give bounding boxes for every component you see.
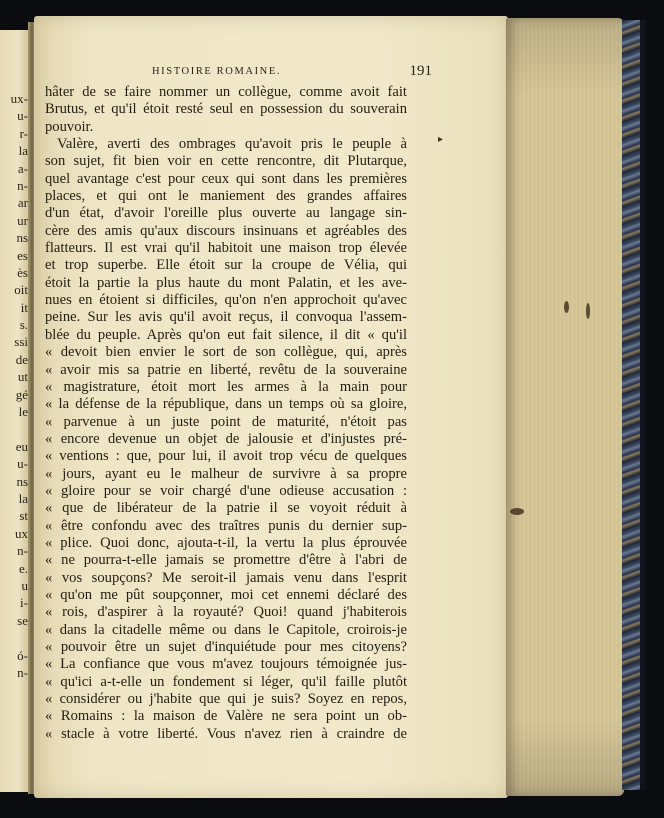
text-line: « magistrature, étoit mort les armes à la main pour (45, 378, 407, 395)
text-line: « être confondu avec des traîtres punis du dernier sup- (45, 517, 407, 534)
facing-page-text-fragments (2, 90, 28, 681)
facing-page-fragment: it (20, 299, 28, 315)
facing-page-fragment: st (19, 508, 28, 524)
facing-page-fragment: n- (17, 543, 28, 559)
text-line: nues en étoient si difficiles, qu'on n'en approchoit qu'avec (45, 292, 407, 309)
facing-page-fragment: u- (17, 456, 28, 472)
facing-page-fragment: s. (19, 317, 28, 333)
text-line: peine. Sur les avis qu'il avoit reçus, il convoqua l'assem- (45, 309, 407, 326)
text-line: « qu'ici a-t-elle un fondement si léger, qu'il faille plutôt (45, 673, 407, 690)
text-line: « gloire pour se voir chargé d'une odieuse accusation : (45, 482, 407, 499)
facing-page-fragment: n- (17, 664, 28, 680)
text-line: son sujet, fit bien voir en cette rencontre, dit Plutarque, (45, 153, 407, 170)
facing-page-fragment: r- (19, 125, 28, 141)
facing-page-fragment: ns (16, 230, 28, 246)
page-number: 191 (409, 63, 432, 79)
text-line: « qu'on me pût soupçonner, moi cet ennemi déclaré des (45, 586, 407, 603)
facing-page-fragment: i- (20, 595, 28, 611)
text-line: d'un état, d'avoir l'oreille plus ouverte au langage sin- (45, 205, 407, 222)
facing-page-fragment: ux (15, 525, 28, 541)
text-line: « Romains : la maison de Valère ne sera point un ob- (45, 708, 407, 725)
facing-page-fragment: oit (14, 282, 28, 298)
facing-page-fragment: ssi (14, 334, 28, 350)
facing-page-fragment: la (18, 143, 28, 159)
facing-page-fragment (2, 629, 28, 646)
text-line: quel avantage c'est pour ceux qui sont dans les premières (45, 170, 407, 187)
page-body-text (45, 84, 407, 743)
facing-page-fragment: ut (17, 369, 28, 385)
text-line: « considérer ou j'habite que qui je suis? Soyez en repos, (45, 691, 407, 708)
text-line: « La confiance que vous m'avez toujours témoignée jus- (45, 656, 407, 673)
facing-page-fragment: e. (18, 560, 28, 576)
text-line: Brutus, et qu'il étoit resté seul en possession du souverain (45, 101, 407, 118)
text-line: « parvenue à un juste point de maturité, n'étoit pas (45, 413, 407, 430)
text-line: blée du peuple. Après qu'on eut fait silence, il dit « qu'il (45, 326, 407, 343)
text-line: Valère, averti des ombrages qu'avoit pris le peuple à (57, 136, 407, 153)
facing-page-fragment: a- (17, 160, 28, 176)
facing-page-fragment: ès (17, 264, 28, 280)
text-line: « que de libérateur de la patrie il se voyoit réduit à (45, 500, 407, 517)
page-edges-shading (506, 18, 624, 796)
facing-page-fragment: u (21, 577, 28, 593)
text-line: pouvoir. (45, 118, 94, 135)
facing-page-fragment: se (17, 612, 28, 628)
facing-page-fragment: u- (17, 108, 28, 124)
text-line: « ne pourra-t-elle jamais se promettre d'être à l'abri de (45, 552, 407, 569)
facing-page-fragment: la (18, 490, 28, 506)
facing-page-fragment: ux- (10, 91, 28, 106)
facing-page-fragment: es (17, 247, 28, 263)
text-line: « dans la citadelle même ou dans le Capitole, croirois-je (45, 621, 407, 638)
facing-page-fragment (2, 420, 28, 437)
facing-page-fragment: ó- (17, 647, 28, 663)
text-line: places, et qui ont le maniement des grandes affaires (45, 188, 407, 205)
facing-page-fragment: gé (15, 386, 28, 402)
book-page (34, 16, 508, 798)
text-line: « ventions : que, pour lui, il avoit trop vécu de quelques (45, 448, 407, 465)
text-line: étoit la partie la plus haute du mont Palatin, et les ave- (45, 274, 407, 291)
facing-page-fragment: le (18, 404, 28, 420)
facing-page-fragment: eu (15, 438, 28, 454)
text-line: « stacle à votre liberté. Vous n'avez rien à craindre de (45, 725, 407, 742)
facing-page-fragment: n- (17, 177, 28, 193)
text-line: « jours, ayant eu le malheur de survivre à sa propre (45, 465, 407, 482)
facing-page-fragment: ns (16, 473, 28, 489)
text-line: « avoir mis sa patrie en liberté, revêtu de la souveraine (45, 361, 407, 378)
facing-page-edge (0, 30, 30, 792)
text-line: cère des amis qu'aux discours insinuans et agréables des (45, 222, 407, 239)
text-line: « vos soupçons? Me seroit-il jamais venu dans l'esprit (45, 569, 407, 586)
facing-page-fragment: ur (17, 212, 28, 228)
text-line: « la défense de la république, dans un temps où sa gloire, (45, 396, 407, 413)
text-line: « plice. Quoi donc, ajouta-t-il, la vertu la plus éprouvée (45, 534, 407, 551)
margin-mark: ▸ (438, 134, 444, 145)
cover-edge (640, 20, 646, 790)
facing-page-fragment: de (15, 351, 28, 367)
text-line: et trop superbe. Elle étoit sur la croupe de Vélia, qui (45, 257, 407, 274)
facing-page-fragment: ar (17, 195, 28, 211)
text-line: « rois, d'aspirer à la royauté? Quoi! quand j'habiterois (45, 604, 407, 621)
text-line: hâter de se faire nommer un collègue, comme avoit fait (45, 84, 407, 100)
text-line: flatteurs. Il est vrai qu'il habitoit une maison trop élevée (45, 240, 407, 257)
running-header (52, 63, 432, 83)
text-line: « pouvoir être un sujet d'inquiétude pour mes citoyens? (45, 639, 407, 655)
text-line: « encore devenue un objet de jalousie et d'injustes pré- (45, 430, 407, 447)
running-title: HISTOIRE ROMAINE. (152, 66, 282, 77)
text-line: « devoit bien envier le sort de son collègue, qui, après (45, 344, 407, 361)
